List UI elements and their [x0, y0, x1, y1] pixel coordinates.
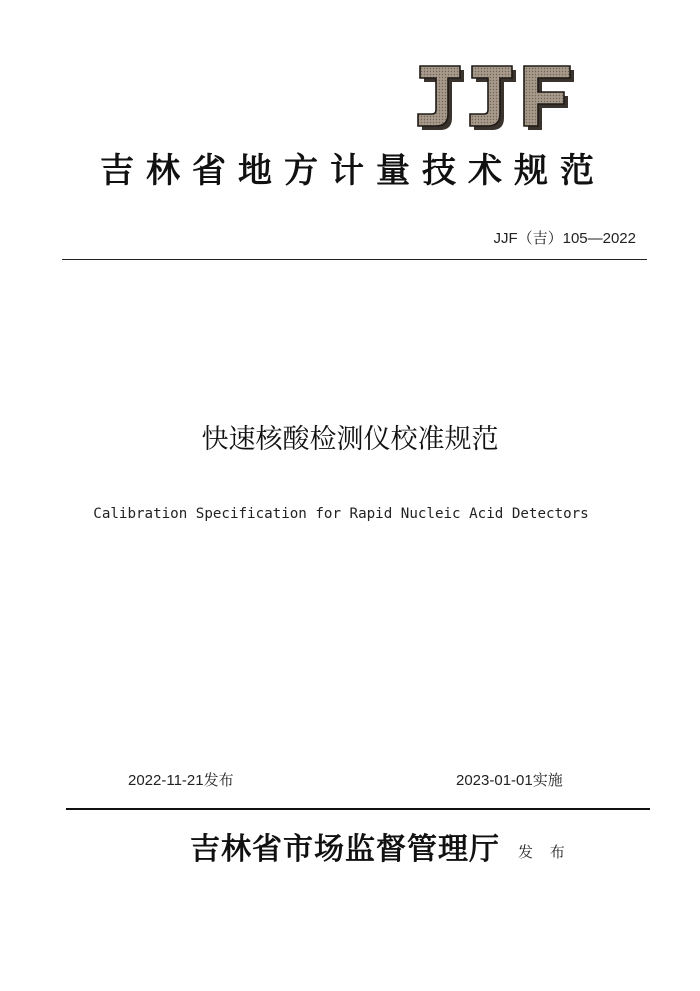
jjf-logo: [414, 64, 576, 134]
bottom-divider: [66, 808, 650, 810]
issue-date: 2022-11-21发布: [128, 772, 234, 789]
publisher-suffix: 发 布: [518, 843, 571, 861]
series-title: 吉林省地方计量技术规范: [100, 151, 606, 191]
document-title-english: Calibration Specification for Rapid Nucleic Acid Detectors: [93, 506, 589, 522]
publisher-name: 吉林省市场监督管理厅: [190, 832, 500, 867]
top-divider: [62, 259, 647, 260]
effective-date: 2023-01-01实施: [456, 772, 563, 789]
document-number: JJF（吉）105—2022: [493, 230, 636, 247]
document-title-chinese: 快速核酸检测仪校准规范: [201, 424, 499, 455]
